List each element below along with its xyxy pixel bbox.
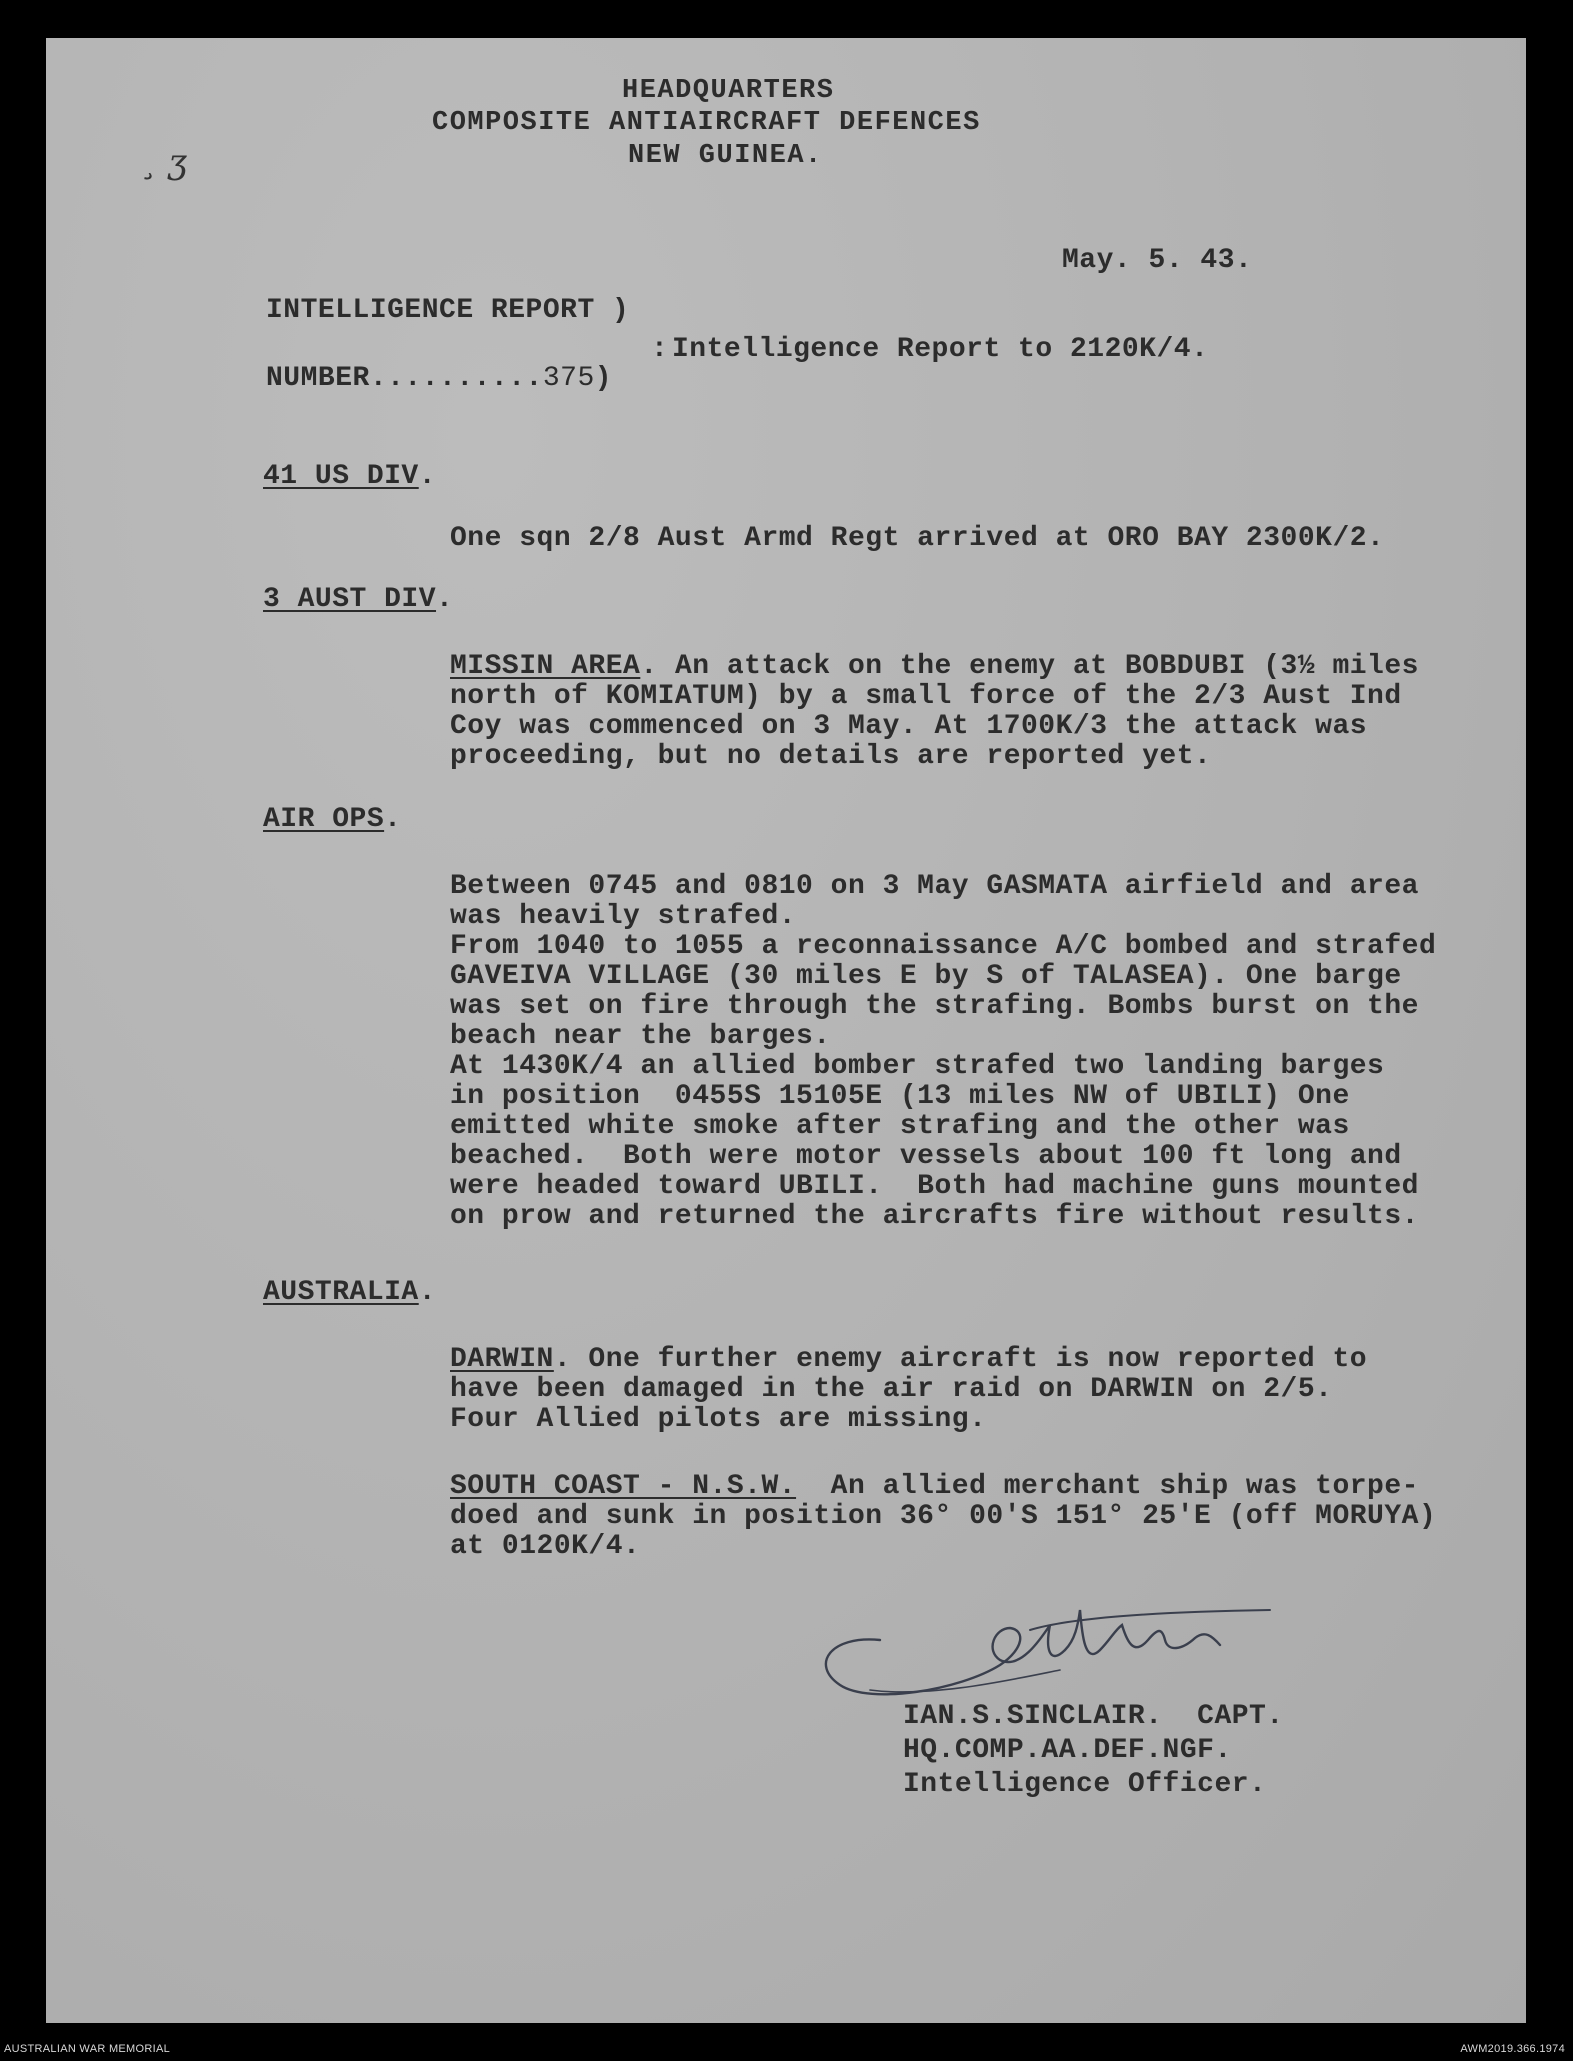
air-ops-line-7: At 1430K/4 an allied bomber strafed two landing barges xyxy=(450,1051,1385,1082)
air-ops-line-10: beached. Both were motor vessels about 100 ft long and xyxy=(450,1141,1402,1172)
report-date: May. 5. 43. xyxy=(1062,245,1253,276)
air-ops-line-6: beach near the barges. xyxy=(450,1021,831,1052)
air-ops-line-2: was heavily strafed. xyxy=(450,901,797,932)
section-aust-div-heading: 3 AUST DIV. xyxy=(263,584,454,615)
air-ops-line-4: GAVEIVA VILLAGE (30 miles E by S of TALASEA). One barge xyxy=(450,961,1402,992)
australia-heading-text: AUSTRALIA xyxy=(263,1277,419,1308)
report-number-row xyxy=(266,364,612,394)
us-div-line: One sqn 2/8 Aust Armd Regt arrived at ORO BAY 2300K/2. xyxy=(450,523,1385,554)
footer-source: AUSTRALIAN WAR MEMORIAL xyxy=(4,2043,171,2055)
missin-area-subhead: MISSIN AREA xyxy=(450,651,641,682)
air-ops-line-11: were headed toward UBILI. Both had machine guns mounted xyxy=(450,1171,1419,1202)
darwin-line-2: have been damaged in the air raid on DARWIN on 2/5. xyxy=(450,1374,1333,1405)
darwin-subhead: DARWIN xyxy=(450,1344,554,1375)
air-ops-line-8: in position 0455S 15105E (13 miles NW of UBILI) One xyxy=(450,1081,1350,1112)
report-title: Intelligence Report to 2120K/4. xyxy=(672,334,1209,365)
pencil-marks: ¸ ʒ xyxy=(140,142,187,182)
report-number: 375 xyxy=(542,363,595,394)
footer-accession: AWM2019.366.1974 xyxy=(1460,2043,1565,2055)
aust-div-line-2: north of KOMIATUM) by a small force of the 2/3 Aust Ind xyxy=(450,681,1402,712)
report-label: INTELLIGENCE REPORT ) xyxy=(266,295,630,326)
south-coast-subhead: SOUTH COAST - N.S.W. xyxy=(450,1471,797,1502)
header-line-3: NEW GUINEA. xyxy=(628,141,823,171)
coast-line-2: doed and sunk in position 36° 00'S 151° 25'E (off MORUYA) xyxy=(450,1501,1437,1532)
aust-div-heading-text: 3 AUST DIV xyxy=(263,584,437,615)
aust-div-line-1 xyxy=(450,652,1419,682)
handwritten-signature xyxy=(810,1570,1280,1720)
air-ops-line-9: emitted white smoke after strafing and the other was xyxy=(450,1111,1350,1142)
air-ops-heading-text: AIR OPS xyxy=(263,804,385,835)
darwin-line-1 xyxy=(450,1345,1367,1375)
coast-line-1 xyxy=(450,1472,1419,1502)
air-ops-line-5: was set on fire through the strafing. Bombs burst on the xyxy=(450,991,1419,1022)
us-div-heading-text: 41 US DIV xyxy=(263,461,419,492)
darwin-line-1-text: . One further enemy aircraft is now reported to xyxy=(553,1344,1368,1375)
coast-line-3: at 0120K/4. xyxy=(450,1531,641,1562)
section-australia-heading: AUSTRALIA. xyxy=(263,1277,437,1308)
report-number-paren: ) xyxy=(594,363,613,394)
report-colon: : xyxy=(651,334,669,365)
air-ops-line-1: Between 0745 and 0810 on 3 May GASMATA airfield and area xyxy=(450,871,1419,902)
air-ops-line-3: From 1040 to 1055 a reconnaissance A/C bombed and strafed xyxy=(450,931,1437,962)
signatory-name: IAN.S.SINCLAIR. CAPT. xyxy=(903,1701,1284,1732)
report-number-label: NUMBER.......... xyxy=(266,363,543,394)
aust-div-line-3: Coy was commenced on 3 May. At 1700K/3 the attack was xyxy=(450,711,1368,742)
section-air-ops-heading: AIR OPS. xyxy=(263,804,402,835)
aust-div-line-4: proceeding, but no details are reported yet. xyxy=(450,741,1212,772)
header-line-2: COMPOSITE ANTIAIRCRAFT DEFENCES xyxy=(432,108,981,138)
aust-div-line-1-text: . An attack on the enemy at BOBDUBI (3½ miles xyxy=(640,651,1419,682)
section-us-div-heading: 41 US DIV. xyxy=(263,461,437,492)
signatory-unit: HQ.COMP.AA.DEF.NGF. xyxy=(903,1735,1232,1766)
signatory-role: Intelligence Officer. xyxy=(903,1769,1267,1800)
air-ops-line-12: on prow and returned the aircrafts fire without results. xyxy=(450,1201,1419,1232)
coast-line-1-text: An allied merchant ship was torpe- xyxy=(796,1471,1419,1502)
darwin-line-3: Four Allied pilots are missing. xyxy=(450,1404,987,1435)
header-line-1: HEADQUARTERS xyxy=(622,76,835,106)
